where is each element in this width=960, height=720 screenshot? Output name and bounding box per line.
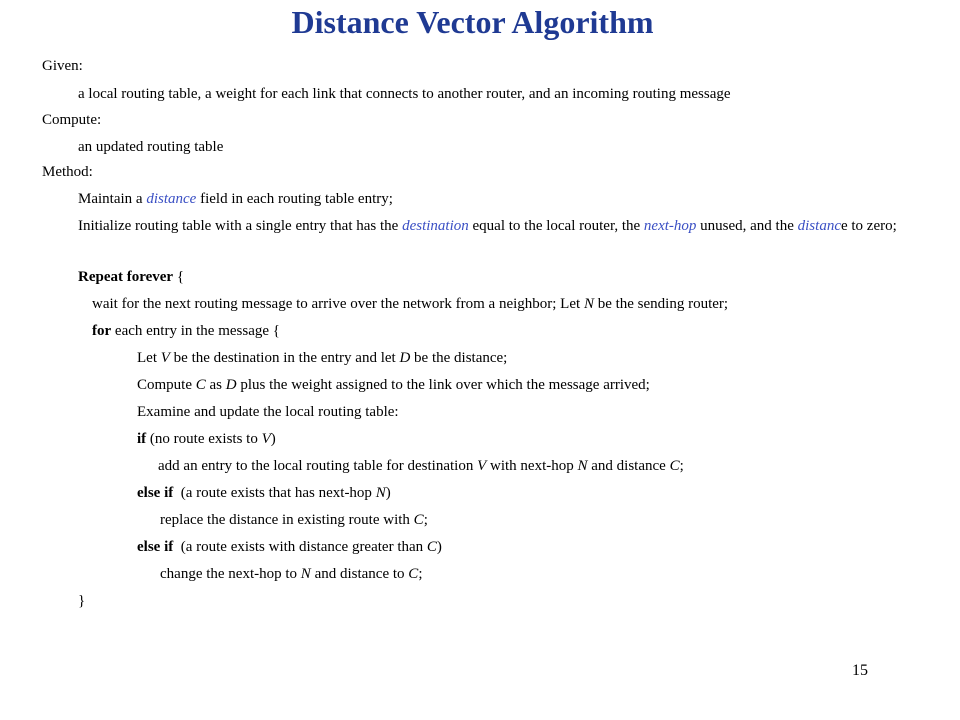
given-text: a local routing table, a weight for each link that connects to another router, and an incoming routing message (78, 86, 731, 102)
if-keyword: if (137, 431, 147, 447)
page-number: 15 (852, 662, 868, 679)
compute-line: Compute C as D plus the weight assigned to the link over which the message arrived; (137, 377, 650, 393)
else-if-line-1: else if (a route exists that has next-hop N) (137, 485, 391, 501)
for-line: for each entry in the message { (92, 323, 280, 339)
term-next-hop: next-hop (643, 218, 697, 234)
repeat-line: Repeat forever { (78, 269, 185, 285)
replace-line: replace the distance in existing route with C; (160, 512, 428, 528)
add-line: add an entry to the local routing table for destination V with next-hop N and distance C; (158, 458, 684, 474)
for-keyword: for (92, 323, 112, 339)
compute-text: an updated routing table (78, 139, 224, 155)
if-line: if (no route exists to V) (137, 431, 276, 447)
method-label: Method: (42, 164, 93, 180)
else-if-keyword-2: else if (137, 539, 174, 555)
wait-line: wait for the next routing message to arrive over the network from a neighbor; Let N be the sending router; (92, 296, 729, 312)
given-label: Given: (42, 58, 83, 74)
closing-brace: } (78, 593, 86, 609)
examine-line: Examine and update the local routing table: (137, 404, 399, 420)
term-distance-2: distanc (797, 218, 841, 234)
maintain-line: Maintain a distance field in each routing table entry; (78, 191, 393, 207)
repeat-keyword: Repeat forever (78, 269, 174, 285)
slide-title: Distance Vector Algorithm (291, 4, 654, 40)
else-if-line-2: else if (a route exists with distance greater than C) (137, 539, 442, 555)
change-line: change the next-hop to N and distance to C; (160, 566, 423, 582)
let-line: Let V be the destination in the entry and let D be the distance; (137, 350, 508, 366)
compute-label: Compute: (42, 112, 102, 128)
term-distance: distance (146, 191, 197, 207)
initialize-line: Initialize routing table with a single entry that has the destination equal to the local router, the next-hop unused, and the distance to zero; (78, 218, 897, 234)
else-if-keyword-1: else if (137, 485, 174, 501)
term-destination: destination (402, 218, 469, 234)
